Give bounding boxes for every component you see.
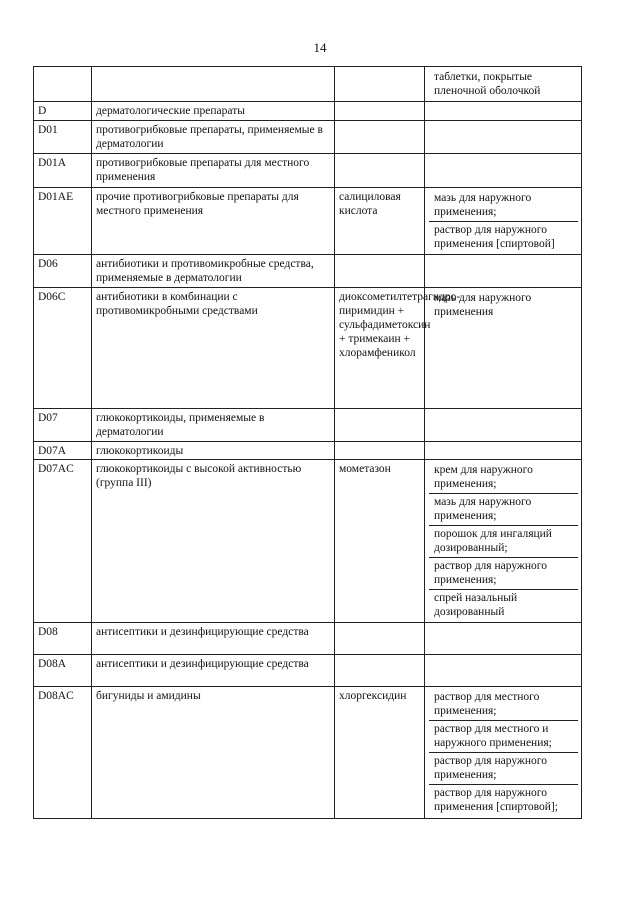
table-row: [34, 67, 582, 102]
atc-drug-table: [33, 66, 582, 819]
anatomical-group-cell: антибиотики и противомикробные средства, применяемые в дерматологии: [92, 255, 335, 288]
table-row: [34, 442, 582, 460]
atc-code-cell: D08A: [34, 655, 92, 687]
anatomical-group-cell: глюкокортикоиды, применяемые в дерматологии: [92, 409, 335, 442]
inn-cell: [335, 121, 425, 154]
anatomical-group-cell: дерматологические препараты: [92, 102, 335, 121]
anatomical-group-cell: [92, 67, 335, 102]
inn-cell: [335, 655, 425, 687]
anatomical-group-cell: противогрибковые препараты для местного применения: [92, 154, 335, 188]
dosage-form-cell: [425, 288, 582, 409]
atc-code-cell: [34, 67, 92, 102]
dosage-form-cell: [425, 67, 582, 102]
dosage-form-cell: [425, 655, 582, 687]
table-row: [34, 687, 582, 819]
dosage-form-cell: [425, 188, 582, 255]
anatomical-group-cell: глюкокортикоиды: [92, 442, 335, 460]
dosage-form-entry: раствор для наружного применения [спиртовой];: [434, 787, 558, 813]
dosage-form-cell: [425, 460, 582, 623]
anatomical-group-cell: антисептики и дезинфицирующие средства: [92, 623, 335, 655]
anatomical-group-cell: антисептики и дезинфицирующие средства: [92, 655, 335, 687]
dosage-form-entry: мазь для наружного применения;: [429, 494, 578, 526]
anatomical-group-cell: глюкокортикоиды с высокой активностью (группа III): [92, 460, 335, 623]
dosage-form-entry: раствор для наружного применения [спиртовой]: [434, 224, 555, 250]
dosage-form-cell: [425, 687, 582, 819]
atc-code-cell: D01: [34, 121, 92, 154]
inn-cell: салициловая кислота: [335, 188, 425, 255]
dosage-form-cell: [425, 442, 582, 460]
table-row: [34, 154, 582, 188]
inn-cell: [335, 409, 425, 442]
dosage-form-cell: [425, 154, 582, 188]
atc-code-cell: D01AE: [34, 188, 92, 255]
inn-cell: [335, 442, 425, 460]
atc-code-cell: D08AC: [34, 687, 92, 819]
atc-code-cell: D07A: [34, 442, 92, 460]
inn-cell: [335, 102, 425, 121]
dosage-form-cell: [425, 121, 582, 154]
table-row: [34, 460, 582, 623]
table-row: [34, 255, 582, 288]
atc-code-cell: D06: [34, 255, 92, 288]
table-row: [34, 623, 582, 655]
dosage-form-entry: раствор для местного и наружного применения;: [429, 721, 578, 753]
table-row: [34, 121, 582, 154]
atc-code-cell: D08: [34, 623, 92, 655]
dosage-form-cell: [425, 409, 582, 442]
dosage-form-entry: порошок для ингаляций дозированный;: [429, 526, 578, 558]
inn-cell: диоксометилтетрагидро-пиримидин + сульфадиметоксин + тримекаин + хлорамфеникол: [335, 288, 425, 409]
atc-code-cell: D07AC: [34, 460, 92, 623]
atc-code-cell: D: [34, 102, 92, 121]
dosage-form-entry: таблетки, покрытые пленочной оболочкой: [434, 71, 541, 97]
dosage-form-entry: мазь для наружного применения;: [429, 190, 578, 222]
inn-cell: [335, 623, 425, 655]
dosage-form-entry: мазь для наружного применения: [434, 292, 532, 318]
atc-code-cell: D06C: [34, 288, 92, 409]
table-row: [34, 409, 582, 442]
anatomical-group-cell: антибиотики в комбинации с противомикробными средствами: [92, 288, 335, 409]
table-row: [34, 655, 582, 687]
anatomical-group-cell: бигуниды и амидины: [92, 687, 335, 819]
inn-cell: [335, 67, 425, 102]
dosage-form-entry: крем для наружного применения;: [429, 462, 578, 494]
dosage-form-cell: [425, 623, 582, 655]
inn-cell: [335, 255, 425, 288]
atc-code-cell: D01A: [34, 154, 92, 188]
anatomical-group-cell: прочие противогрибковые препараты для местного применения: [92, 188, 335, 255]
page-number: 14: [313, 40, 327, 55]
atc-code-cell: D07: [34, 409, 92, 442]
table-row: [34, 188, 582, 255]
table-row: [34, 102, 582, 121]
inn-cell: хлоргексидин: [335, 687, 425, 819]
inn-cell: [335, 154, 425, 188]
dosage-form-entry: спрей назальный дозированный: [434, 592, 518, 618]
anatomical-group-cell: противогрибковые препараты, применяемые в дерматологии: [92, 121, 335, 154]
inn-cell: мометазон: [335, 460, 425, 623]
dosage-form-entry: раствор для наружного применения;: [429, 753, 578, 785]
dosage-form-cell: [425, 255, 582, 288]
dosage-form-entry: раствор для местного применения;: [429, 689, 578, 721]
dosage-form-entry: раствор для наружного применения;: [429, 558, 578, 590]
dosage-form-cell: [425, 102, 582, 121]
table-row: [34, 288, 582, 409]
